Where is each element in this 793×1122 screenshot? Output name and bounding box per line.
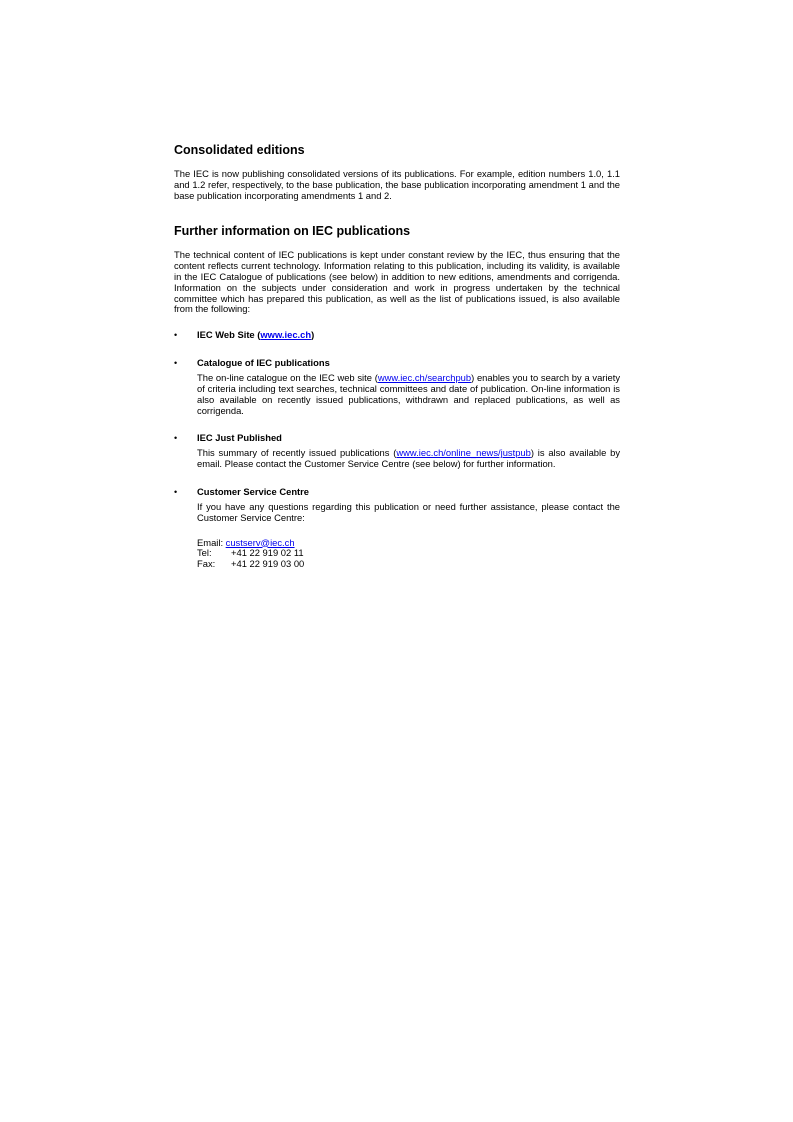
email-link[interactable]: custserv@iec.ch [225,536,295,548]
contact-details [197,538,620,570]
tel-value: +41 22 919 02 11 [231,547,304,559]
bullet-icon: • [174,433,178,444]
searchpub-link[interactable]: www.iec.ch/searchpub [377,372,472,384]
fax-value: +41 22 919 03 00 [231,558,305,570]
customer-service-title: Customer Service Centre [197,485,310,497]
tel-label: Tel: [197,547,212,559]
further-information-heading: Further information on IEC publications [174,224,411,239]
list-item-customer-service [174,486,620,570]
web-site-title: IEC Web Site (www.iec.ch) [197,329,315,341]
list-item-just-published [174,432,620,470]
consolidated-editions-paragraph: The IEC is now publishing consolidated versions of its publications. For example, edition numbers 1.0, 1.1 and 1.2 refer, respectively, to the base publication, the base publication incorporating amendment 1 and the base publication incorporating amendments 1 and 2. [174,168,620,201]
bullet-icon: • [174,486,178,497]
catalogue-title: Catalogue of IEC publications [197,357,330,369]
list-item-web-site [174,329,620,341]
page-content [174,142,620,570]
further-information-paragraph: The technical content of IEC publications is kept under constant review by the IEC, thus ensuring that the content reflects current technology. Information relating to this publication, including its validity, is available in the IEC Catalogue of publications (see below) in addition to new editions, amendments and corrigenda. Information on the subjects under consideration and work in progress undertaken by the technical committee which has prepared this publication, as well as the list of publications issued, is also available from the following: [174,249,620,315]
list-item-catalogue [174,357,620,416]
information-sources-list [174,329,620,570]
consolidated-editions-heading: Consolidated editions [174,143,305,157]
catalogue-description: The on-line catalogue on the IEC web site (www.iec.ch/searchpub) enables you to search by a variety of criteria including text searches, technical committees and date of publication. On-line information is also available on recently issued publications, withdrawn and replaced publications, as well as corrigenda. [197,372,621,416]
fax-row [197,559,620,570]
justpub-link[interactable]: www.iec.ch/online_news/justpub [396,447,531,459]
just-published-description: This summary of recently issued publications (www.iec.ch/online_news/justpub) is also available by email. Please contact the Customer Service Centre (see below) for further information. [197,447,621,470]
just-published-title: IEC Just Published [197,432,282,444]
fax-label: Fax: [197,558,216,570]
customer-service-description: If you have any questions regarding this publication or need further assistance, please contact the Customer Service Centre: [197,500,620,523]
bullet-icon: • [174,330,178,341]
email-label: Email: [197,536,224,548]
bullet-icon: • [174,358,178,369]
iec-web-site-link[interactable]: www.iec.ch [260,329,312,341]
